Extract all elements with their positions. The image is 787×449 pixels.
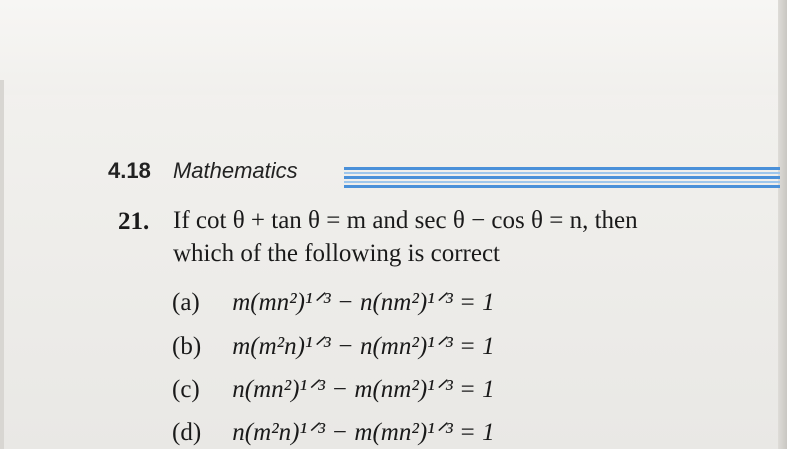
question-number: 21.	[118, 208, 150, 235]
question-text-line-2: which of the following is correct	[173, 240, 500, 267]
page-right-edge	[778, 0, 787, 449]
option-label: (c)	[172, 376, 200, 403]
page-left-edge	[0, 80, 4, 449]
subject-title: Mathematics	[172, 158, 298, 183]
option-c[interactable]	[172, 374, 495, 404]
option-d[interactable]	[172, 417, 495, 447]
option-expression: n(mn²)¹ᐟ³ − m(nm²)¹ᐟ³ = 1	[232, 376, 495, 403]
option-label: (d)	[172, 419, 202, 446]
option-label: (a)	[172, 289, 200, 316]
option-expression: m(mn²)¹ᐟ³ − n(nm²)¹ᐟ³ = 1	[232, 289, 495, 316]
option-label: (b)	[172, 333, 202, 360]
option-expression: m(m²n)¹ᐟ³ − n(mn²)¹ᐟ³ = 1	[232, 333, 495, 360]
option-a[interactable]	[172, 287, 495, 317]
option-b[interactable]	[172, 331, 495, 361]
header-decorative-rule	[344, 167, 780, 191]
option-expression: n(m²n)¹ᐟ³ − m(mn²)¹ᐟ³ = 1	[232, 419, 495, 446]
section-number: 4.18	[108, 158, 151, 183]
page-top-area	[0, 0, 787, 95]
question-text-line-1: If cot θ + tan θ = m and sec θ − cos θ = n, then	[173, 207, 638, 234]
section-header	[108, 158, 298, 184]
